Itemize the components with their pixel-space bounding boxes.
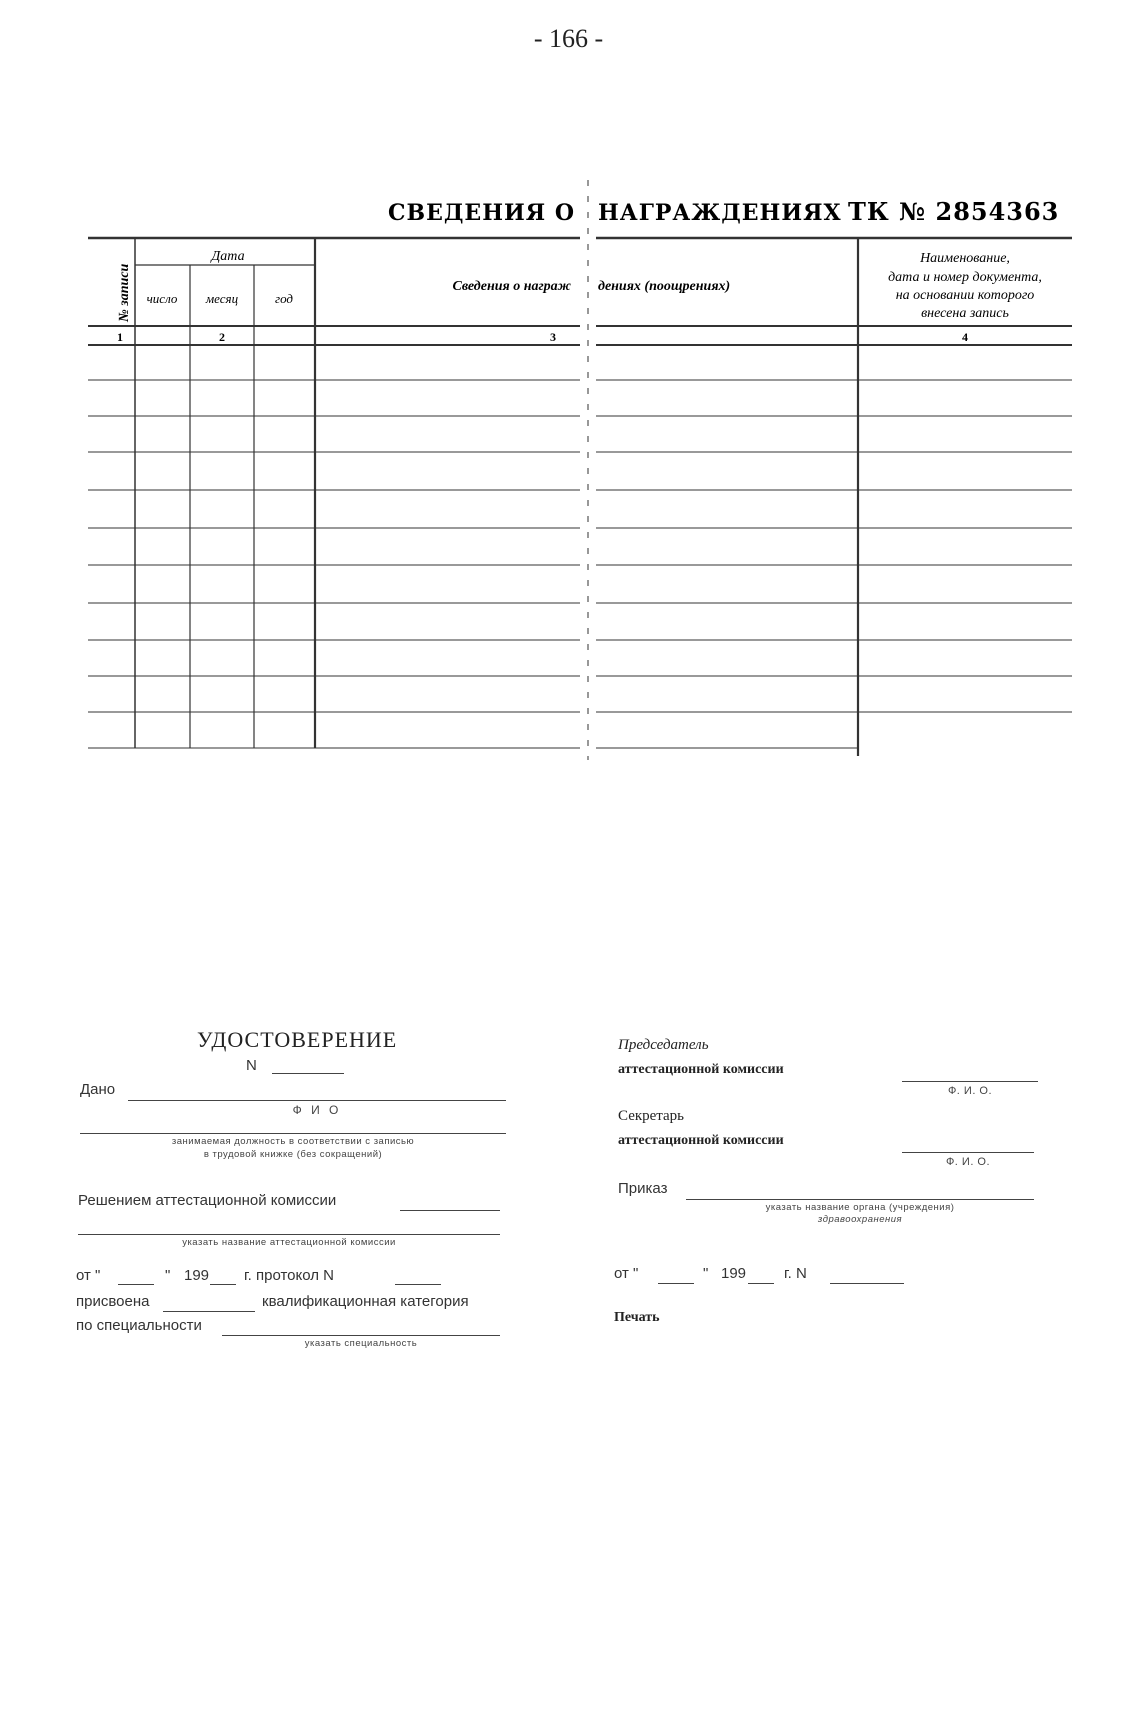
col-number-3: 3 (550, 330, 556, 344)
col-month: месяц (205, 291, 239, 306)
col-info-right: дениях (поощрениях) (598, 279, 731, 294)
awards-table (0, 0, 1137, 800)
order-from-quote-close: " (703, 1265, 709, 1282)
order-number-label: г. N (784, 1265, 807, 1282)
table-title-left: СВЕДЕНИЯ О (388, 200, 575, 226)
order-hint-1: указать название органа (учреждения) (765, 1202, 955, 1213)
position-hint-1: занимаемая должность в соответствии с записью (171, 1136, 415, 1147)
order-number-line (830, 1283, 904, 1284)
col-document-header (888, 251, 1042, 321)
secretary-commission: аттестационной комиссии (618, 1133, 784, 1148)
order-from-label: от " (614, 1265, 639, 1282)
left-page-grid (88, 238, 580, 748)
col-day: число (146, 291, 178, 306)
commission-line (78, 1234, 500, 1235)
protocol-number-line (395, 1284, 441, 1285)
col-year: год (275, 291, 293, 306)
col-number-4: 4 (962, 330, 968, 344)
from-quote-close: " (165, 1267, 171, 1284)
order-from-day-line (658, 1283, 694, 1284)
order-year-label: 199 (721, 1265, 747, 1282)
specialty-line (222, 1335, 500, 1336)
assigned-line (163, 1311, 255, 1312)
col-number-1: 1 (117, 330, 123, 344)
decision-label: Решением аттестационной комиссии (78, 1192, 337, 1209)
secretary-label: Секретарь (618, 1108, 685, 1124)
from-label: от " (76, 1267, 101, 1284)
decision-line (400, 1210, 500, 1211)
stamp-label: Печать (614, 1310, 660, 1325)
category-label: квалификационная категория (262, 1293, 469, 1310)
issued-line (128, 1100, 506, 1101)
certificate-number-line (272, 1073, 344, 1074)
protocol-label: г. протокол N (244, 1267, 334, 1284)
certificate-title: УДОСТОВЕРЕНИЕ (197, 1027, 398, 1052)
svg-text:Наименование,: Наименование, (920, 251, 1010, 266)
from-year-line (210, 1284, 236, 1285)
specialty-label: по специальности (76, 1317, 202, 1334)
assigned-label: присвоена (76, 1293, 150, 1310)
secretary-fio: Ф. И. О. (945, 1156, 991, 1168)
order-line (686, 1199, 1034, 1200)
issued-label: Дано (80, 1081, 116, 1098)
secretary-sign-line (902, 1152, 1034, 1153)
chairman-label: Председатель (618, 1037, 709, 1053)
chairman-fio: Ф. И. О. (947, 1085, 993, 1097)
svg-text:дата и номер документа,: дата и номер документа, (888, 270, 1042, 285)
specialty-hint: указать специальность (304, 1338, 418, 1349)
position-line (80, 1133, 506, 1134)
tk-number: ТК № 2854363 (848, 197, 1060, 226)
order-year-line (748, 1283, 774, 1284)
col-record-no: № записи (117, 263, 132, 322)
from-day-line (118, 1284, 154, 1285)
page-number: - 166 - (533, 24, 604, 53)
certificate-number-label: N (246, 1057, 257, 1074)
table-title-right: НАГРАЖДЕНИЯХ (598, 200, 842, 226)
order-hint-2: здравоохранения (817, 1214, 903, 1225)
col-date: Дата (211, 249, 245, 264)
position-hint-2: в трудовой книжке (без сокращений) (203, 1149, 383, 1160)
svg-text:на основании которого: на основании которого (895, 288, 1035, 303)
fio-hint: Ф И О (292, 1103, 342, 1117)
chairman-sign-line (902, 1081, 1038, 1082)
chairman-commission: аттестационной комиссии (618, 1062, 784, 1077)
col-number-2: 2 (219, 330, 225, 344)
col-info-left: Сведения о награж (452, 279, 571, 294)
commission-hint: указать название аттестационной комиссии (182, 1237, 396, 1248)
order-label: Приказ (618, 1180, 668, 1197)
svg-text:внесена запись: внесена запись (921, 306, 1009, 321)
from-year-label: 199 (184, 1267, 210, 1284)
